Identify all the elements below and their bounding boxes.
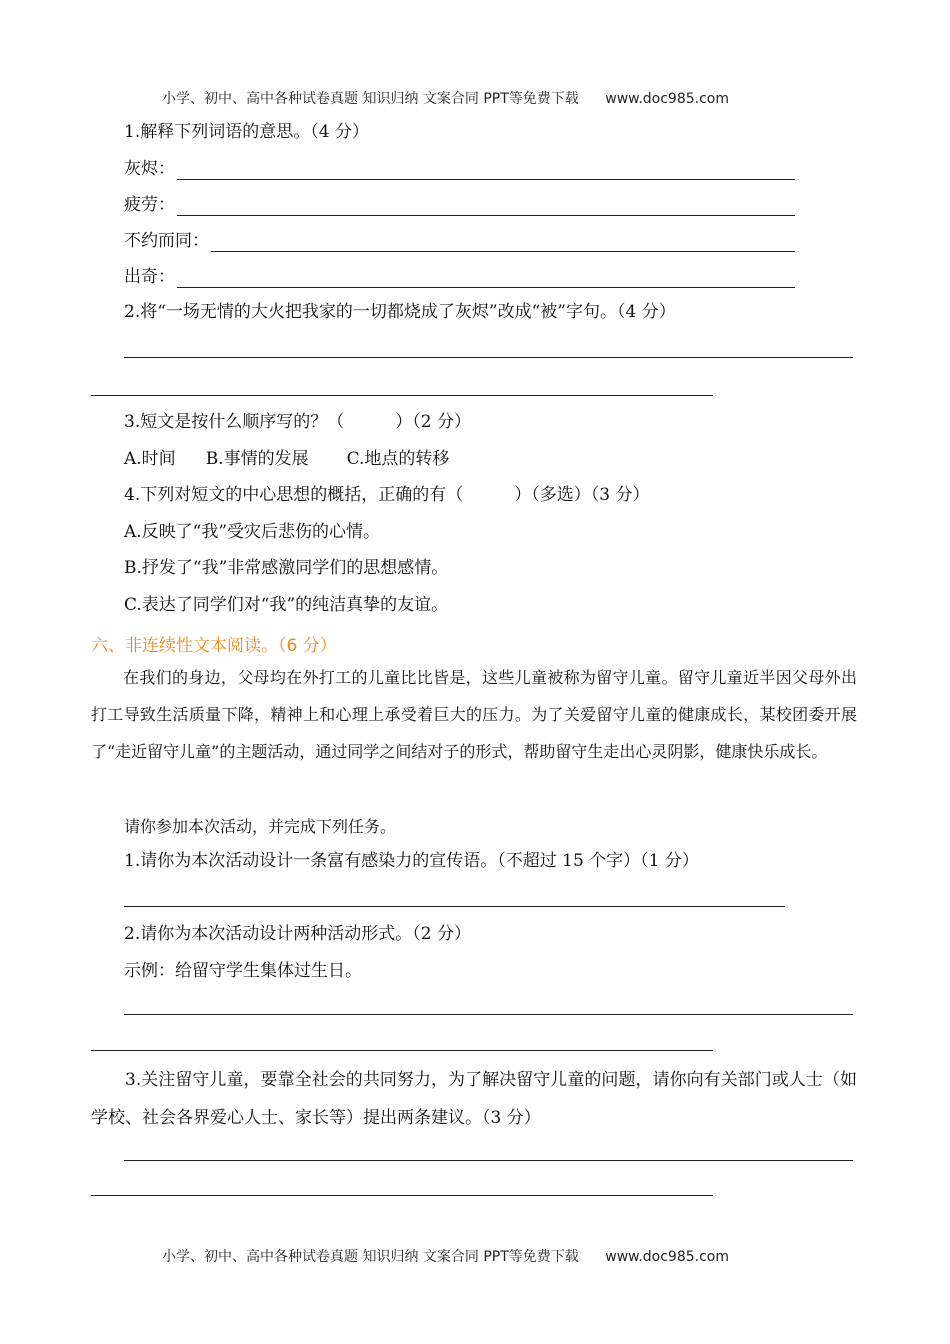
footer-url: www.doc985.com xyxy=(605,1249,729,1265)
question-6-2-prompt: 2.请你为本次活动设计两种活动形式。（2 分） xyxy=(124,924,471,944)
page-header xyxy=(162,88,729,108)
question-5-4-prompt: 4.下列对短文的中心思想的概括，正确的有（ ）（多选）（3 分） xyxy=(124,485,650,505)
question-6-1-prompt: 1.请你为本次活动设计一条富有感染力的宣传语。（不超过 15 个字）（1 分） xyxy=(124,851,699,871)
option-b[interactable]: B.抒发了“我”非常感激同学们的思想感情。 xyxy=(124,558,449,578)
answer-line[interactable] xyxy=(91,1195,713,1196)
question-5-3-prompt: 3.短文是按什么顺序写的？（ ）（2 分） xyxy=(124,412,471,432)
option-c[interactable]: C.表达了同学们对“我”的纯洁真挚的友谊。 xyxy=(124,595,449,615)
term-row xyxy=(124,158,795,180)
answer-line[interactable] xyxy=(124,906,785,907)
term-label: 出奇： xyxy=(124,267,175,287)
question-5-1-prompt: 1.解释下列词语的意思。（4 分） xyxy=(124,122,369,142)
header-text: 小学、初中、高中各种试卷真题 知识归纳 文案合同 PPT等免费下载 xyxy=(162,91,579,107)
term-label: 灰烬： xyxy=(124,159,175,179)
answer-line[interactable] xyxy=(91,395,713,396)
section-6-title: 六、非连续性文本阅读。（6 分） xyxy=(91,636,337,656)
header-url: www.doc985.com xyxy=(605,91,729,107)
answer-line[interactable] xyxy=(91,1050,713,1051)
task-intro: 请你参加本次活动，并完成下列任务。 xyxy=(124,817,397,836)
option-a[interactable]: A.反映了“我”受灾后悲伤的心情。 xyxy=(124,522,381,542)
question-5-3-options xyxy=(124,448,449,470)
question-6-3-prompt: 3.关注留守儿童，要靠全社会的共同努力，为了解决留守儿童的问题，请你向有关部门或人士（如学校、社会各界爱心人士、家长等）提出两条建议。（3 分） xyxy=(91,1070,857,1128)
option-b[interactable]: B.事情的发展 xyxy=(205,449,309,469)
term-row xyxy=(124,266,795,288)
reading-passage: 在我们的身边，父母均在外打工的儿童比比皆是，这些儿童被称为留守儿童。留守儿童近半因父母外出打工导致生活质量下降，精神上和心理上承受着巨大的压力。为了关爱留守儿童的健康成长，某校团委开展了“走近留守儿童”的主题活动，通过同学之间结对子的形式，帮助留守生走出心灵阴影，健康快乐成长。 xyxy=(91,668,857,761)
answer-line[interactable] xyxy=(177,198,795,216)
question-5-2-prompt: 2.将“一场无情的大火把我家的一切都烧成了灰烬”改成“被”字句。（4 分） xyxy=(124,302,676,322)
term-label: 疲劳： xyxy=(124,195,175,215)
option-c[interactable]: C.地点的转移 xyxy=(346,449,450,469)
answer-line[interactable] xyxy=(124,1160,853,1161)
answer-line[interactable] xyxy=(177,162,795,180)
term-label: 不约而同： xyxy=(124,231,209,251)
option-a[interactable]: A.时间 xyxy=(124,449,176,469)
answer-line[interactable] xyxy=(177,270,795,288)
answer-line[interactable] xyxy=(124,357,853,358)
answer-line[interactable] xyxy=(211,234,795,252)
footer-text: 小学、初中、高中各种试卷真题 知识归纳 文案合同 PPT等免费下载 xyxy=(162,1249,579,1265)
term-row xyxy=(124,230,795,252)
answer-line[interactable] xyxy=(124,1014,853,1015)
question-6-2-example: 示例：给留守学生集体过生日。 xyxy=(124,961,362,981)
page-footer xyxy=(162,1246,729,1266)
term-row xyxy=(124,194,795,216)
